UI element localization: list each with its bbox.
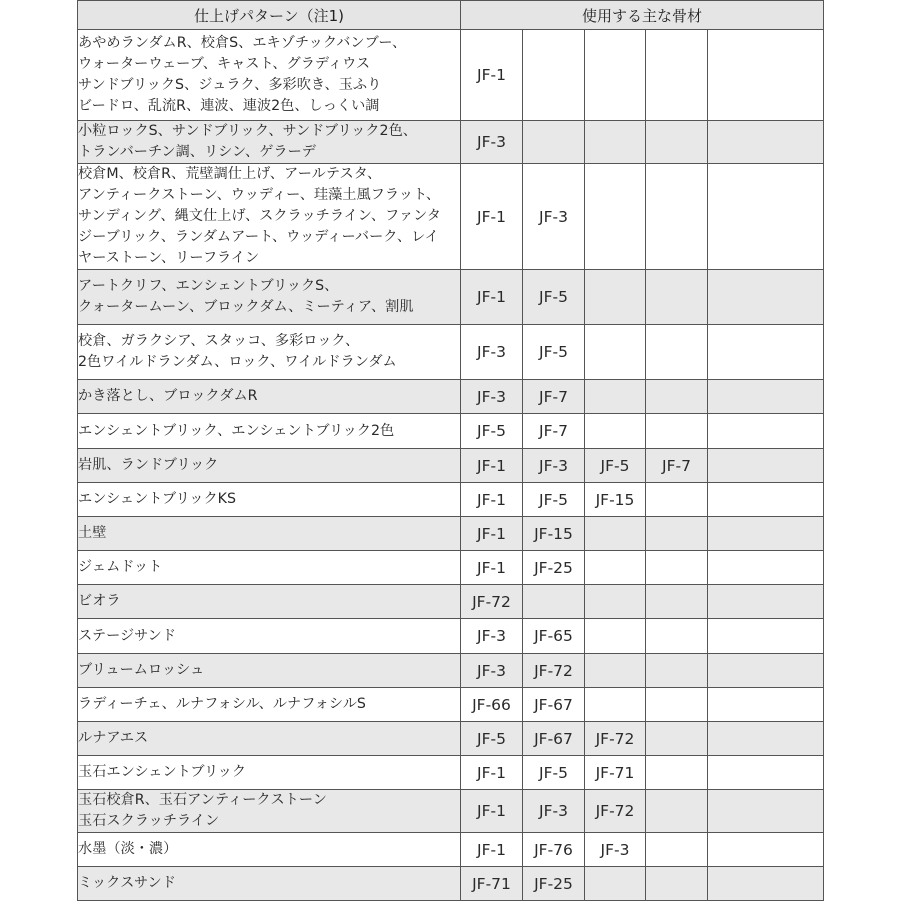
- finish-pattern-cell: [78, 414, 461, 449]
- aggregate-code-cell: [708, 121, 824, 164]
- finish-pattern-cell: [78, 449, 461, 483]
- aggregate-code-cell: [708, 449, 824, 483]
- table-row: [78, 867, 824, 901]
- finish-pattern-cell: [78, 30, 461, 121]
- aggregate-code-cell: JF-5: [461, 414, 523, 449]
- aggregate-code-cell: [646, 121, 708, 164]
- header-finish-pattern: 仕上げパターン（注1): [78, 1, 461, 30]
- aggregate-code-cell: [523, 585, 585, 619]
- finish-pattern-cell: [78, 121, 461, 164]
- aggregate-code-cell: JF-25: [523, 551, 585, 585]
- aggregate-code-cell: [646, 414, 708, 449]
- aggregate-code-cell: JF-7: [523, 414, 585, 449]
- aggregate-code-cell: JF-72: [585, 790, 646, 833]
- finish-pattern-cell: [78, 756, 461, 790]
- aggregate-code-cell: [708, 790, 824, 833]
- aggregate-code-cell: JF-3: [461, 121, 523, 164]
- aggregate-code-cell: [646, 790, 708, 833]
- aggregate-code-cell: JF-1: [461, 551, 523, 585]
- table-row: [78, 619, 824, 654]
- finish-pattern-line: アートクリフ、エンシェントブリックS、: [78, 278, 339, 294]
- table-body: [78, 30, 824, 901]
- aggregate-code-cell: [646, 688, 708, 722]
- finish-pattern-line: 玉石スクラッチライン: [78, 813, 220, 829]
- table-row: [78, 164, 824, 270]
- table-row: [78, 270, 824, 325]
- aggregate-code-cell: [708, 483, 824, 517]
- aggregate-code-cell: JF-1: [461, 164, 523, 270]
- aggregate-code-cell: [646, 867, 708, 901]
- finish-pattern-line: ビードロ、乱流R、連波、連波2色、しっくい調: [78, 98, 380, 114]
- finish-pattern-cell: [78, 867, 461, 901]
- finish-pattern-cell: [78, 270, 461, 325]
- table-row: [78, 756, 824, 790]
- table-row: [78, 517, 824, 551]
- aggregate-code-cell: JF-67: [523, 688, 585, 722]
- finish-pattern-line: ブリュームロッシュ: [78, 662, 205, 678]
- table-row: [78, 483, 824, 517]
- aggregate-code-cell: JF-1: [461, 483, 523, 517]
- table-row: [78, 30, 824, 121]
- finish-pattern-cell: [78, 619, 461, 654]
- finish-pattern-line: ビオラ: [78, 593, 121, 609]
- table-row: [78, 790, 824, 833]
- aggregate-code-cell: JF-3: [523, 449, 585, 483]
- aggregate-code-cell: [585, 867, 646, 901]
- finish-pattern-cell: [78, 551, 461, 585]
- aggregate-code-cell: JF-3: [461, 325, 523, 380]
- aggregate-code-cell: [585, 325, 646, 380]
- table-header-row: [78, 1, 824, 30]
- table-row: [78, 325, 824, 380]
- aggregate-code-cell: [646, 380, 708, 414]
- aggregate-code-cell: [585, 551, 646, 585]
- aggregate-code-cell: [708, 380, 824, 414]
- aggregate-code-cell: [646, 30, 708, 121]
- finish-pattern-line: ラディーチェ、ルナフォシル、ルナフォシルS: [78, 696, 366, 712]
- aggregate-code-cell: [708, 833, 824, 867]
- aggregate-code-cell: [646, 833, 708, 867]
- aggregate-code-cell: [708, 585, 824, 619]
- aggregate-code-cell: [708, 517, 824, 551]
- aggregate-code-cell: [646, 551, 708, 585]
- finish-pattern-cell: [78, 722, 461, 756]
- table-row: [78, 380, 824, 414]
- finish-pattern-cell: [78, 325, 461, 380]
- finish-pattern-cell: [78, 833, 461, 867]
- aggregate-code-cell: [708, 756, 824, 790]
- aggregate-code-cell: [708, 164, 824, 270]
- aggregate-code-cell: [708, 688, 824, 722]
- finish-pattern-line: ステージサンド: [78, 627, 177, 644]
- finish-pattern-line: かき落とし、ブロックダムR: [78, 388, 258, 404]
- aggregate-code-cell: [708, 867, 824, 901]
- aggregate-code-cell: JF-7: [523, 380, 585, 414]
- aggregate-code-cell: [585, 619, 646, 654]
- aggregate-code-cell: [646, 654, 708, 688]
- aggregate-code-cell: [585, 30, 646, 121]
- aggregate-code-cell: JF-3: [523, 790, 585, 833]
- finish-pattern-line: クォータームーン、ブロックダム、ミーティア、割肌: [78, 299, 414, 315]
- finish-pattern-line: サンディング、縄文仕上げ、スクラッチライン、ファンタ: [78, 208, 441, 224]
- header-main-aggregate: 使用する主な骨材: [461, 1, 824, 30]
- finish-pattern-cell: [78, 654, 461, 688]
- table-row: [78, 722, 824, 756]
- aggregate-code-cell: [585, 414, 646, 449]
- finish-pattern-line: ウォーターウェーブ、キャスト、グラディウス: [78, 56, 371, 72]
- table-row: [78, 585, 824, 619]
- finish-pattern-line: あやめランダムR、校倉S、エキゾチックバンブー、: [78, 35, 407, 51]
- finish-pattern-line: 玉石エンシェントブリック: [78, 764, 247, 780]
- aggregate-code-cell: [708, 325, 824, 380]
- aggregate-code-cell: [646, 270, 708, 325]
- aggregate-code-cell: JF-15: [585, 483, 646, 517]
- finish-pattern-line: ミックスサンド: [78, 875, 176, 891]
- aggregate-code-cell: JF-1: [461, 449, 523, 483]
- finish-pattern-cell: [78, 380, 461, 414]
- finish-pattern-cell: [78, 585, 461, 619]
- material-table: [77, 0, 824, 901]
- aggregate-code-cell: JF-71: [585, 756, 646, 790]
- finish-pattern-line: トランバーチン調、リシン、ゲラーデ: [78, 144, 316, 160]
- aggregate-code-cell: [585, 270, 646, 325]
- aggregate-code-cell: [585, 380, 646, 414]
- finish-pattern-cell: [78, 164, 461, 270]
- aggregate-code-cell: [523, 30, 585, 121]
- table-row: [78, 654, 824, 688]
- aggregate-code-cell: JF-3: [461, 654, 523, 688]
- aggregate-code-cell: JF-65: [523, 619, 585, 654]
- finish-pattern-line: ジェムドット: [78, 559, 163, 575]
- aggregate-code-cell: JF-72: [461, 585, 523, 619]
- aggregate-code-cell: JF-5: [523, 325, 585, 380]
- aggregate-code-cell: [646, 619, 708, 654]
- table-row: [78, 121, 824, 164]
- aggregate-code-cell: [585, 164, 646, 270]
- table-row: [78, 449, 824, 483]
- finish-pattern-line: 校倉、ガラクシア、スタッコ、多彩ロック、: [78, 333, 360, 349]
- aggregate-code-cell: JF-3: [523, 164, 585, 270]
- aggregate-code-cell: JF-67: [523, 722, 585, 756]
- finish-pattern-line: エンシェントブリックKS: [78, 491, 236, 507]
- aggregate-code-cell: [585, 121, 646, 164]
- aggregate-code-cell: [646, 483, 708, 517]
- aggregate-code-cell: JF-3: [461, 380, 523, 414]
- aggregate-code-cell: JF-15: [523, 517, 585, 551]
- finish-pattern-cell: [78, 790, 461, 833]
- aggregate-code-cell: [646, 517, 708, 551]
- aggregate-code-cell: JF-1: [461, 790, 523, 833]
- aggregate-code-cell: JF-3: [585, 833, 646, 867]
- finish-pattern-cell: [78, 517, 461, 551]
- aggregate-code-cell: [708, 551, 824, 585]
- aggregate-code-cell: JF-1: [461, 270, 523, 325]
- aggregate-code-cell: [523, 121, 585, 164]
- finish-pattern-line: エンシェントブリック、エンシェントブリック2色: [78, 422, 395, 439]
- aggregate-code-cell: JF-1: [461, 517, 523, 551]
- finish-pattern-line: サンドブリックS、ジュラク、多彩吹き、玉ふり: [78, 77, 382, 93]
- aggregate-code-cell: JF-25: [523, 867, 585, 901]
- aggregate-code-cell: JF-76: [523, 833, 585, 867]
- aggregate-code-cell: [585, 688, 646, 722]
- table-row: [78, 551, 824, 585]
- finish-pattern-line: ヤーストーン、リーフライン: [78, 250, 260, 266]
- aggregate-code-cell: JF-1: [461, 756, 523, 790]
- table-row: [78, 414, 824, 449]
- aggregate-code-cell: [646, 722, 708, 756]
- finish-pattern-line: 岩肌、ランドブリック: [78, 457, 219, 473]
- finish-pattern-line: 玉石校倉R、玉石アンティークストーン: [78, 792, 327, 808]
- aggregate-code-cell: JF-3: [461, 619, 523, 654]
- aggregate-code-cell: JF-1: [461, 833, 523, 867]
- aggregate-code-cell: [708, 414, 824, 449]
- aggregate-code-cell: JF-71: [461, 867, 523, 901]
- aggregate-code-cell: [646, 756, 708, 790]
- aggregate-code-cell: [708, 619, 824, 654]
- aggregate-code-cell: [708, 30, 824, 121]
- finish-pattern-line: ルナアエス: [78, 730, 149, 746]
- finish-pattern-cell: [78, 483, 461, 517]
- aggregate-code-cell: [708, 270, 824, 325]
- aggregate-code-cell: [708, 654, 824, 688]
- aggregate-code-cell: JF-1: [461, 30, 523, 121]
- aggregate-code-cell: JF-5: [461, 722, 523, 756]
- finish-pattern-line: 小粒ロックS、サンドブリック、サンドブリック2色、: [78, 123, 417, 139]
- aggregate-code-cell: JF-5: [523, 270, 585, 325]
- aggregate-code-cell: [585, 585, 646, 619]
- aggregate-code-cell: [646, 325, 708, 380]
- finish-pattern-line: ジーブリック、ランダムアート、ウッディーバーク、レイ: [78, 229, 439, 245]
- aggregate-code-cell: [708, 722, 824, 756]
- aggregate-code-cell: JF-66: [461, 688, 523, 722]
- aggregate-code-cell: [585, 654, 646, 688]
- finish-pattern-line: 水墨（淡・濃）: [78, 841, 178, 857]
- finish-pattern-line: 2色ワイルドランダム、ロック、ワイルドランダム: [78, 354, 397, 370]
- aggregate-code-cell: [646, 164, 708, 270]
- aggregate-code-cell: JF-5: [523, 756, 585, 790]
- aggregate-code-cell: JF-7: [646, 449, 708, 483]
- aggregate-code-cell: [646, 585, 708, 619]
- finish-pattern-line: 校倉M、校倉R、荒壁調仕上げ、アールテスタ、: [78, 166, 382, 182]
- finish-pattern-line: 土壁: [78, 525, 107, 541]
- aggregate-code-cell: JF-5: [523, 483, 585, 517]
- finish-pattern-cell: [78, 688, 461, 722]
- table-row: [78, 688, 824, 722]
- aggregate-code-cell: JF-5: [585, 449, 646, 483]
- aggregate-code-cell: JF-72: [585, 722, 646, 756]
- table-row: [78, 833, 824, 867]
- finish-pattern-line: アンティークストーン、ウッディー、珪藻土風フラット、: [78, 187, 441, 203]
- aggregate-code-cell: [585, 517, 646, 551]
- aggregate-code-cell: JF-72: [523, 654, 585, 688]
